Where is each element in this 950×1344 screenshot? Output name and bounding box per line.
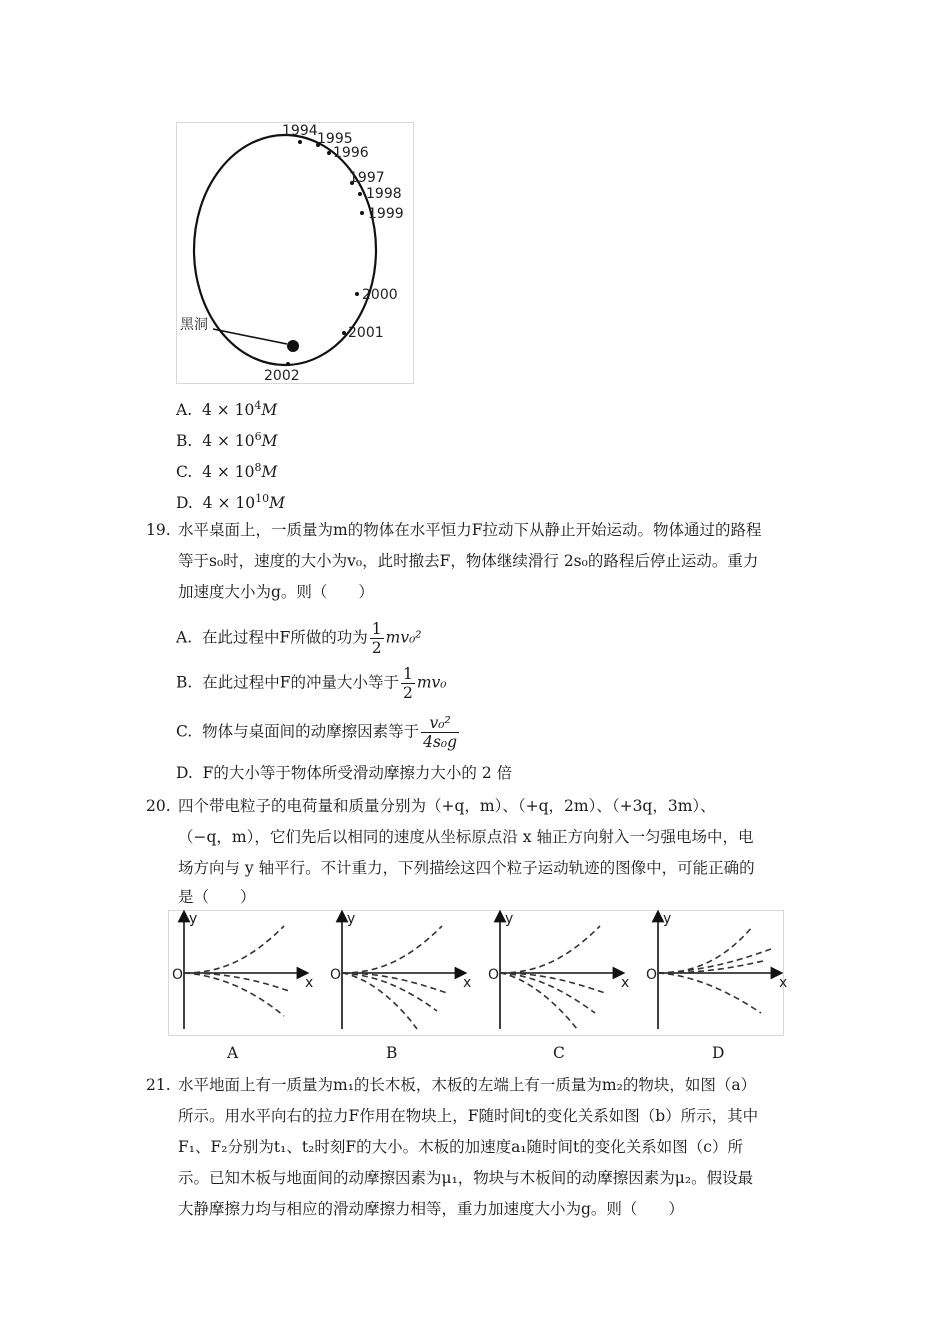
option-letter: A. xyxy=(176,401,193,420)
trajectory-curve xyxy=(342,973,437,1011)
option-unit: M xyxy=(269,494,285,513)
fraction xyxy=(421,714,459,751)
q21-line-5: 大静摩擦力均与相应的滑动摩擦力相等，重力加速度大小为g。则（ ） xyxy=(178,1200,684,1218)
option-letter: B. xyxy=(176,673,193,692)
option-tail: mv₀² xyxy=(385,628,422,647)
fraction-denominator: 2 xyxy=(402,684,413,702)
origin-label: O xyxy=(488,967,500,983)
option-text: 在此过程中F的冲量大小等于 xyxy=(202,673,399,692)
q21-line-3: F₁、F₂分别为t₁、t₂时刻F的大小。木板的加速度a₁随时间t的变化关系如图（c）所 xyxy=(178,1138,743,1156)
axis-x-label: x xyxy=(779,975,788,991)
graph-label-c[interactable]: C xyxy=(553,1044,565,1062)
option-unit: M xyxy=(261,401,278,420)
q18-option-b[interactable] xyxy=(176,427,278,451)
q20-number: 20. xyxy=(146,797,171,815)
trajectory-curve xyxy=(658,949,771,973)
q19-number: 19. xyxy=(146,521,171,539)
orbit-point-2001 xyxy=(342,331,346,335)
axis-y-label: y xyxy=(505,911,514,927)
option-letter: D. xyxy=(176,494,193,513)
q21-line-4: 示。已知木板与地面间的动摩擦因素为μ₁，物块与木板间的动摩擦因素为μ₂。假设最 xyxy=(178,1169,754,1187)
trajectory-curve xyxy=(500,973,577,1029)
q19-line-2: 等于s₀时，速度的大小为v₀，此时撤去F，物体继续滑行 2s₀的路程后停止运动。重力 xyxy=(178,552,759,570)
origin-label: O xyxy=(646,967,658,983)
graph-label-d[interactable]: D xyxy=(712,1044,725,1062)
axis-y-label: y xyxy=(347,911,356,927)
option-exp: 8 xyxy=(254,461,262,474)
year-label-2002: 2002 xyxy=(264,368,300,384)
option-letter: B. xyxy=(176,432,193,451)
axis-y-label: y xyxy=(663,911,672,927)
q19-line-1: 水平桌面上，一质量为m的物体在水平恒力F拉动下从静止开始运动。物体通过的路程 xyxy=(178,521,762,539)
option-unit: M xyxy=(261,432,278,451)
orbit-figure xyxy=(176,122,414,384)
option-text: 在此过程中F所做的功为 xyxy=(201,628,368,647)
year-label-2001: 2001 xyxy=(348,325,384,341)
option-text: 物体与桌面间的动摩擦因素等于 xyxy=(202,722,420,741)
option-coef: 4 × 10 xyxy=(202,494,256,513)
year-label-1999: 1999 xyxy=(368,206,404,222)
option-letter: A. xyxy=(176,628,193,647)
option-tail: mv₀ xyxy=(416,673,447,692)
orbit-point-1999 xyxy=(360,211,364,215)
origin-label: O xyxy=(330,967,342,983)
year-label-1996: 1996 xyxy=(333,145,369,161)
q19-option-d[interactable] xyxy=(176,763,512,783)
trajectory-curve xyxy=(342,926,442,973)
q20-line-1: 四个带电粒子的电荷量和质量分别为（+q，m）、（+q，2m）、（+3q，3m）、 xyxy=(178,797,716,815)
fraction-numerator: v₀² xyxy=(421,714,459,733)
fraction xyxy=(370,620,384,657)
orbit-point-1996 xyxy=(327,151,331,155)
trajectory-curve xyxy=(500,973,595,1013)
option-letter: C. xyxy=(176,722,193,741)
trajectory-curve xyxy=(500,926,600,973)
trajectory-graphs xyxy=(169,911,788,1035)
graph-d xyxy=(646,911,787,1029)
q18-option-c[interactable] xyxy=(176,458,277,482)
fraction-denominator: 4s₀g xyxy=(423,733,458,751)
option-coef: 4 × 10 xyxy=(202,432,255,451)
q21-line-1: 水平地面上有一质量为m₁的长木板，木板的左端上有一质量为m₂的物块，如图（a） xyxy=(178,1076,757,1094)
q21-line-2: 所示。用水平向右的拉力F作用在物块上，F随时间t的变化关系如图（b）所示，其中 xyxy=(178,1107,759,1125)
year-label-1995: 1995 xyxy=(317,131,353,147)
trajectory-curve xyxy=(658,973,761,1013)
option-unit: M xyxy=(261,463,278,482)
axis-x-label: x xyxy=(463,975,472,991)
option-text: F的大小等于物体所受滑动摩擦力大小的 2 倍 xyxy=(202,764,513,782)
graph-b xyxy=(330,911,471,1029)
trajectory-curve xyxy=(184,973,284,1016)
trajectory-curve xyxy=(342,973,447,993)
q19-option-b[interactable] xyxy=(176,665,447,702)
year-label-1998: 1998 xyxy=(366,186,402,202)
trajectory-figure xyxy=(168,910,788,1036)
graph-label-b[interactable]: B xyxy=(386,1044,398,1062)
q19-line-3: 加速度大小为g。则（ ） xyxy=(178,583,374,601)
orbit-point-1994 xyxy=(298,140,302,144)
fraction-denominator: 2 xyxy=(371,639,382,657)
trajectory-curve xyxy=(500,973,605,993)
fraction-numerator: 1 xyxy=(402,665,413,683)
q18-option-d[interactable] xyxy=(176,489,285,513)
option-exp: 6 xyxy=(254,430,262,443)
q18-option-a[interactable] xyxy=(176,396,277,420)
orbit-point-2002 xyxy=(286,362,290,366)
graph-a xyxy=(172,911,313,1029)
trajectory-curve xyxy=(184,926,284,973)
fraction-numerator: 1 xyxy=(371,620,382,638)
q21-number: 21. xyxy=(146,1076,171,1094)
graph-c xyxy=(488,911,629,1029)
year-label-1997: 1997 xyxy=(349,170,385,186)
orbit-point-1998 xyxy=(358,192,362,196)
q19-option-a[interactable] xyxy=(176,620,422,657)
q19-option-c[interactable] xyxy=(176,714,461,751)
year-label-1994: 1994 xyxy=(282,123,318,139)
graph-label-a[interactable]: A xyxy=(227,1044,239,1062)
origin-label: O xyxy=(172,967,184,983)
trajectory-curve xyxy=(184,973,289,991)
axis-x-label: x xyxy=(305,975,314,991)
axis-x-label: x xyxy=(621,975,630,991)
option-letter: D. xyxy=(176,764,193,782)
q20-line-4: 是（ ） xyxy=(178,888,256,906)
fraction xyxy=(401,665,415,702)
year-label-2000: 2000 xyxy=(362,287,398,303)
black-hole-dot xyxy=(287,340,299,352)
black-hole-label: 黑洞 xyxy=(180,317,208,333)
option-coef: 4 × 10 xyxy=(202,463,255,482)
option-exp: 4 xyxy=(254,399,262,412)
orbit-point-2000 xyxy=(355,292,359,296)
orbit-diagram xyxy=(177,123,413,383)
option-letter: C. xyxy=(176,463,193,482)
option-exp: 10 xyxy=(255,492,270,505)
option-coef: 4 × 10 xyxy=(201,401,255,420)
q20-line-3: 场方向与 y 轴平行。不计重力，下列描绘这四个粒子运动轨迹的图像中，可能正确的 xyxy=(178,859,755,877)
axis-y-label: y xyxy=(189,911,198,927)
q20-line-2: （−q，m），它们先后以相同的速度从坐标原点沿 x 轴正方向射入一匀强电场中，电 xyxy=(178,828,754,846)
